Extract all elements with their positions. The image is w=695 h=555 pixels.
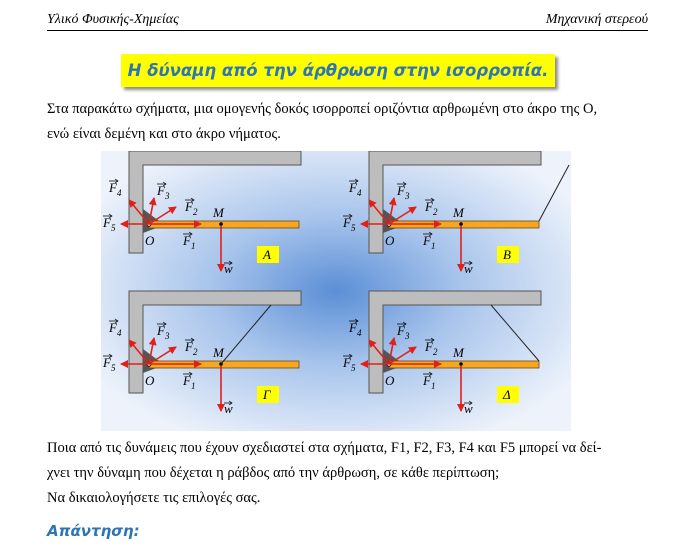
force-label: F — [109, 320, 117, 335]
point-o-label: O — [145, 373, 155, 388]
point-o-label: O — [145, 233, 155, 248]
weight-label: w — [464, 401, 473, 416]
question-line-1: Ποια από τις δυνάμεις που έχουν σχεδιαστεί στα σχήματα, F1, F2, F3, F4 και F5 μπορεί να δεί- — [47, 440, 602, 456]
force-subscript: 2 — [433, 207, 438, 217]
page-header — [47, 8, 648, 31]
force-label: F — [349, 320, 357, 335]
weight-label: w — [464, 261, 473, 276]
force-subscript: 1 — [431, 241, 436, 251]
force-subscript: 3 — [405, 331, 410, 341]
force-label: F — [397, 183, 405, 198]
force-label: F — [103, 215, 111, 230]
header-left: Υλικό Φυσικής-Χημείας — [47, 12, 179, 27]
force-subscript: 2 — [193, 207, 198, 217]
force-label: F — [183, 233, 191, 248]
point-o-label: O — [385, 373, 395, 388]
force-label: F — [397, 323, 405, 338]
force-label: F — [425, 199, 433, 214]
force-label: F — [103, 355, 111, 370]
point-m-label: M — [453, 205, 464, 220]
force-label: F — [157, 183, 165, 198]
force-subscript: 5 — [111, 223, 116, 233]
force-label: F — [109, 180, 117, 195]
question-line-2: χνει την δύναμη που δέχεται η ράβδος από την άρθρωση, σε κάθε περίπτωση; — [47, 465, 500, 481]
force-subscript: 5 — [351, 363, 356, 373]
force-subscript: 3 — [405, 191, 410, 201]
figure — [101, 151, 571, 436]
panel-letter: Δ — [503, 387, 511, 402]
force-label: F — [425, 339, 433, 354]
force-subscript: 2 — [433, 347, 438, 357]
panel-letter: Γ — [263, 387, 271, 402]
panel-letter: Β — [503, 247, 511, 262]
point-o-label: O — [385, 233, 395, 248]
force-label: F — [185, 339, 193, 354]
force-subscript: 3 — [165, 331, 170, 341]
force-subscript: 1 — [431, 381, 436, 391]
panel-letter: Α — [263, 247, 271, 262]
force-subscript: 4 — [117, 188, 122, 198]
force-subscript: 1 — [191, 381, 196, 391]
force-subscript: 4 — [357, 328, 362, 338]
point-m-label: M — [213, 345, 224, 360]
force-subscript: 1 — [191, 241, 196, 251]
force-label: F — [423, 233, 431, 248]
weight-label: w — [224, 261, 233, 276]
intro-paragraph — [47, 97, 647, 147]
force-subscript: 2 — [193, 347, 198, 357]
force-subscript: 4 — [357, 188, 362, 198]
force-label: F — [183, 373, 191, 388]
force-label: F — [349, 180, 357, 195]
force-label: F — [343, 215, 351, 230]
force-label: F — [423, 373, 431, 388]
intro-line-1: Στα παρακάτω σχήματα, μια ομογενής δοκός ισορροπεί οριζόντια αρθρωμένη στο άκρο της Ο, — [47, 101, 598, 117]
weight-label: w — [224, 401, 233, 416]
title-box — [121, 54, 555, 87]
force-label: F — [343, 355, 351, 370]
force-subscript: 5 — [351, 223, 356, 233]
force-label: F — [185, 199, 193, 214]
force-subscript: 3 — [165, 191, 170, 201]
page-title: Η δύναμη από την άρθρωση στην ισορροπία. — [127, 61, 549, 80]
answer-label: Απάντηση: — [47, 522, 140, 540]
intro-line-2: ενώ είναι δεμένη και στο άκρο νήματος. — [47, 126, 281, 142]
force-label: F — [157, 323, 165, 338]
point-m-label: M — [213, 205, 224, 220]
question-line-3: Να δικαιολογήσετε τις επιλογές σας. — [47, 490, 261, 506]
header-right: Μηχανική στερεού — [545, 12, 648, 27]
figure-svg — [101, 151, 571, 431]
force-subscript: 5 — [111, 363, 116, 373]
force-subscript: 4 — [117, 328, 122, 338]
question-paragraph — [47, 436, 647, 511]
point-m-label: M — [453, 345, 464, 360]
